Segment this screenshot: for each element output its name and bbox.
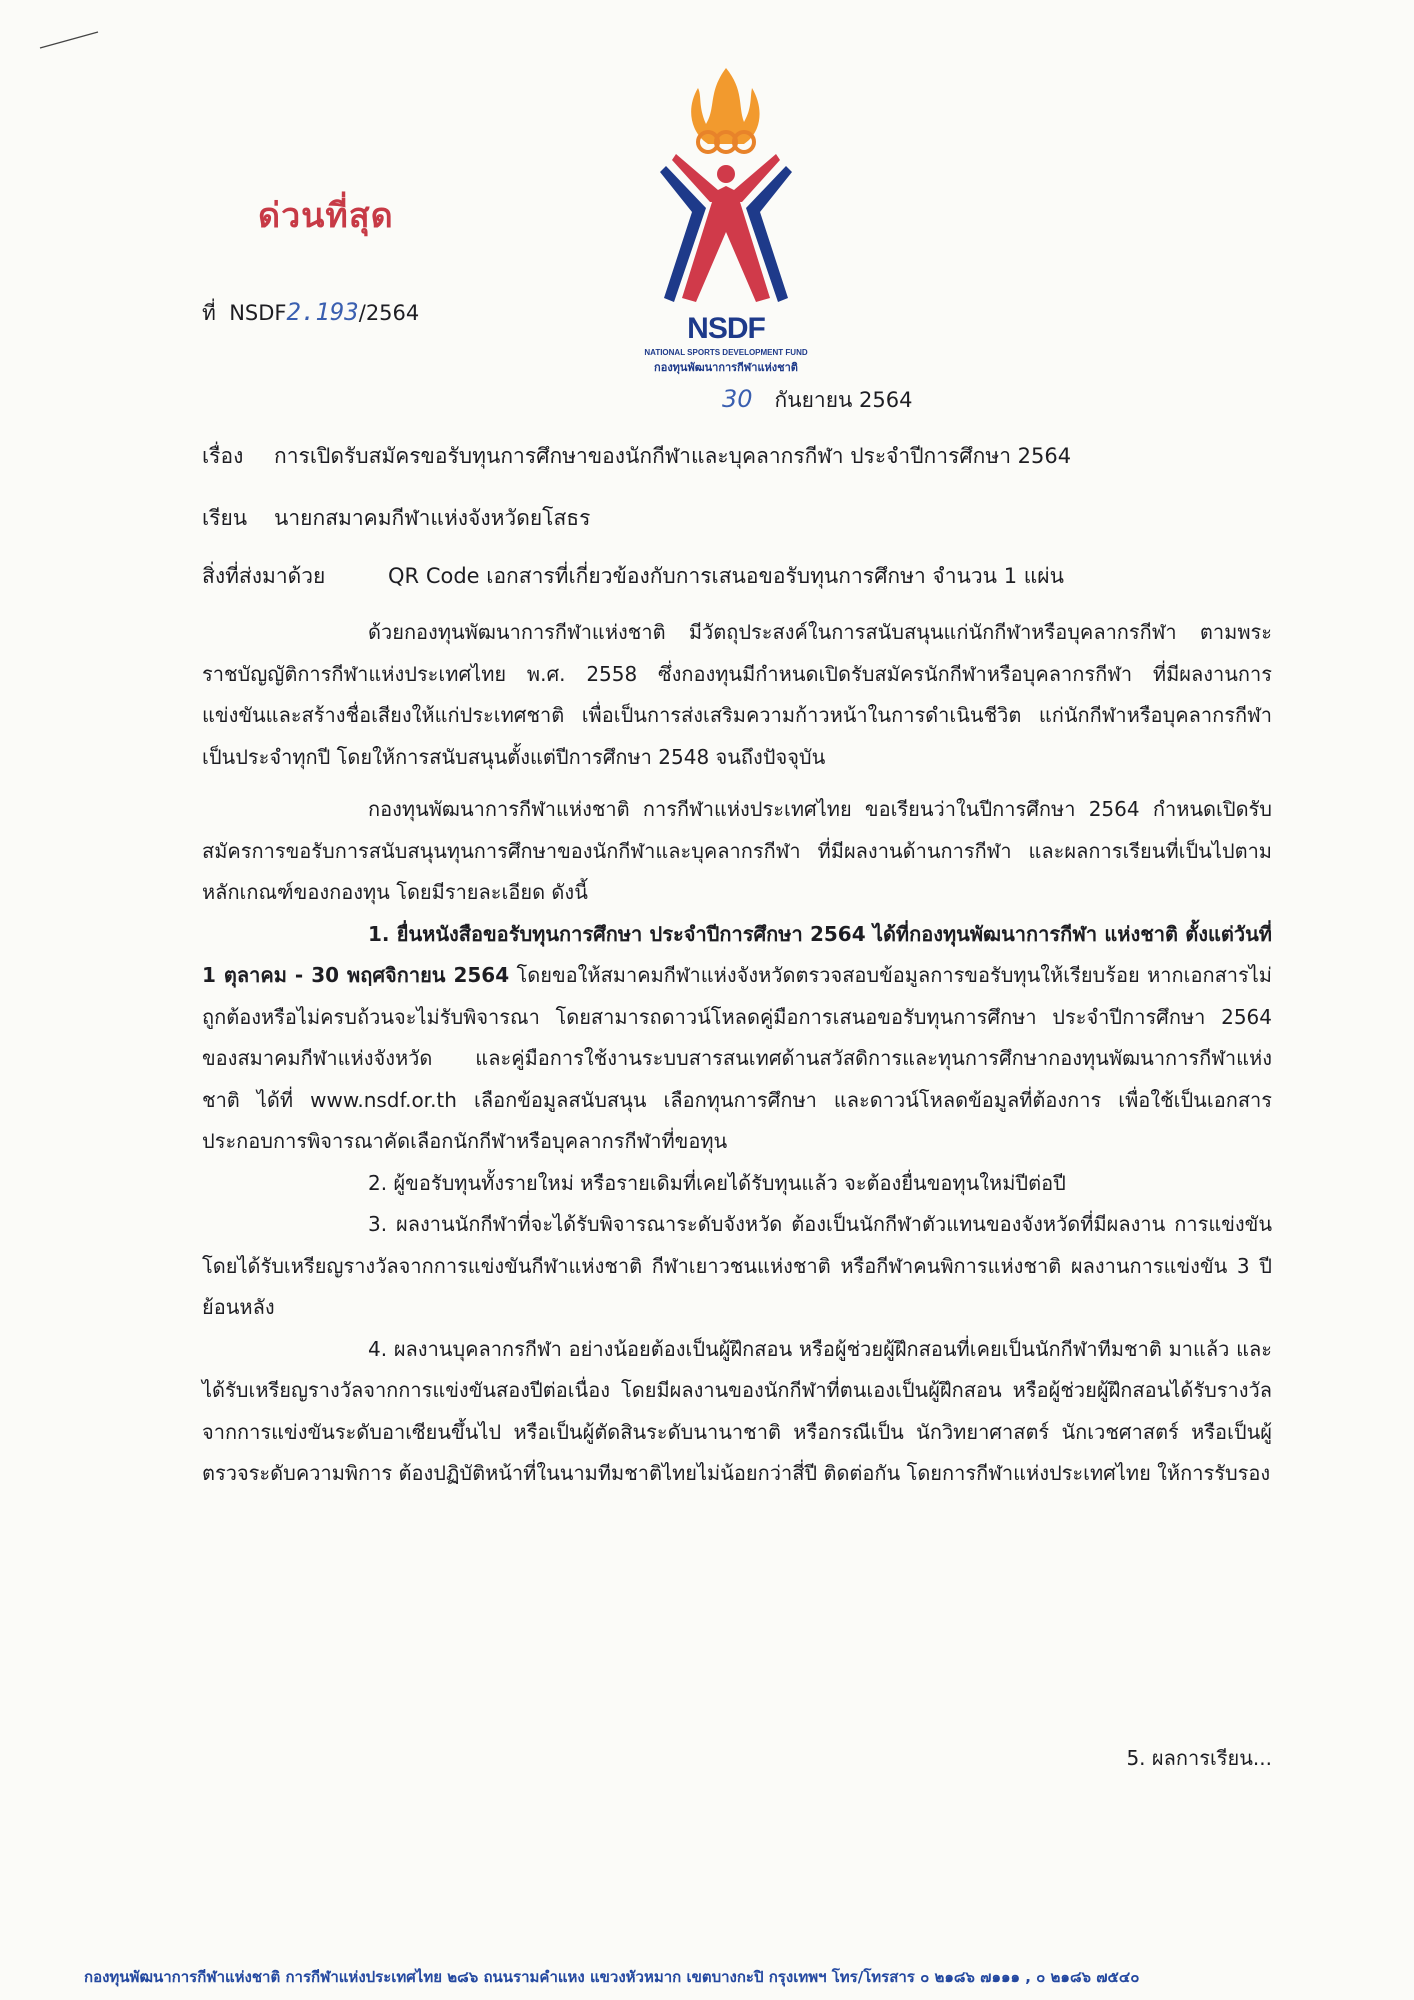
pen-stroke-mark: [38, 30, 100, 50]
letter-body: [202, 612, 1272, 1495]
urgent-stamp: ด่วนที่สุด: [258, 196, 394, 236]
date-day-handwritten: 30: [722, 385, 753, 413]
ref-label: ที่: [202, 301, 216, 325]
continuation-marker: 5. ผลการเรียน...: [1126, 1746, 1272, 1770]
recipient-line: [202, 502, 590, 535]
letter-date: [722, 384, 913, 417]
attachment-line: [202, 560, 1064, 593]
nsdf-logo: [644, 62, 808, 374]
body-item-4: 4. ผลงานบุคลากรกีฬา อย่างน้อยต้องเป็นผู้ฝึกสอน หรือผู้ช่วยผู้ฝึกสอนที่เคยเป็นนักกีฬาทีมชาติ มาแล้ว และได้รับเหรียญรางวัลจากการแข่งขันสองปีต่อเนื่อง โดยมีผลงานของนักกีฬาที่ตนเองเป็นผู้ฝึกสอน หรือผู้ช่วยผู้ฝึกสอนได้รับรางวัลจากการแข่งขันระดับอาเซียนขึ้นไป หรือเป็นผู้ตัดสินระดับนานาชาติ หรือกรณีเป็น นักวิทยาศาสตร์ นักเวชศาสตร์ หรือเป็นผู้ตรวจระดับความพิการ ต้องปฏิบัติหน้าที่ในนามทีมชาติไทยไม่น้อยกว่าสี่ปี ติดต่อกัน โดยการกีฬาแห่งประเทศไทย ให้การรับรอง: [202, 1336, 1272, 1485]
body-item-1-bold: 1. ยื่นหนังสือขอรับทุนการศึกษา ประจำปีการศึกษา 2564 ได้ที่กองทุนพัฒนาการกีฬา แห่งชาติ ตั้งแต่วันที่ 1 ตุลาคม - 30 พฤศจิกายน 2564: [202, 921, 1272, 987]
body-item-1: [202, 914, 1272, 1163]
ref-prefix: NSDF: [229, 301, 287, 325]
logo-abbreviation: NSDF: [687, 312, 765, 345]
ref-number-handwritten: 2.193: [286, 298, 359, 326]
ref-suffix: /2564: [358, 301, 420, 325]
recipient-label: เรียน: [202, 506, 248, 530]
attachment-text: QR Code เอกสารที่เกี่ยวข้องกับการเสนอขอรับทุนการศึกษา จำนวน 1 แผ่น: [388, 564, 1064, 588]
reference-number: [202, 297, 419, 330]
body-item-1-rest: โดยขอให้สมาคมกีฬาแห่งจังหวัดตรวจสอบข้อมูลการขอรับทุนให้เรียบร้อย หากเอกสารไม่ถูกต้องหรือไม่ครบถ้วนจะไม่รับพิจารณา โดยสามารถดาวน์โหลดคู่มือการเสนอขอรับทุนการศึกษา ประจำปีการศึกษา 2564 ของสมาคมกีฬาแห่งจังหวัด และคู่มือการใช้งานระบบสารสนเทศด้านสวัสดิการและทุนการศึกษากองทุนพัฒนาการกีฬาแห่งชาติ ได้ที่ www.nsdf.or.th เลือกข้อมูลสนับสนุน เลือกทุนการศึกษา และดาวน์โหลดข้อมูลที่ต้องการ เพื่อใช้เป็นเอกสารประกอบการพิจารณาคัดเลือกนักกีฬาหรือบุคลากรกีฬาที่ขอทุน: [202, 963, 1272, 1153]
recipient-text: นายกสมาคมกีฬาแห่งจังหวัดยโสธร: [274, 506, 591, 530]
body-item-2: 2. ผู้ขอรับทุนทั้งรายใหม่ หรือรายเดิมที่เคยได้รับทุนแล้ว จะต้องยื่นขอทุนใหม่ปีต่อปี: [368, 1170, 1066, 1195]
subject-label: เรื่อง: [202, 444, 244, 468]
body-paragraph-2: กองทุนพัฒนาการกีฬาแห่งชาติ การกีฬาแห่งประเทศไทย ขอเรียนว่าในปีการศึกษา 2564 กำหนดเปิดรับสมัครการขอรับการสนับสนุนทุนการศึกษาของนักกีฬาและบุคลากรกีฬา ที่มีผลงานด้านการกีฬา และผลการเรียนที่เป็นไปตามหลักเกณฑ์ของกองทุน โดยมีรายละเอียด ดังนี้: [202, 797, 1272, 904]
body-paragraph-1: ด้วยกองทุนพัฒนาการกีฬาแห่งชาติ มีวัตถุประสงค์ในการสนับสนุนแก่นักกีฬาหรือบุคลากรกีฬา ตามพระราชบัญญัติการกีฬาแห่งประเทศไทย พ.ศ. 2558 ซึ่งกองทุนมีกำหนดเปิดรับสมัครนักกีฬาหรือบุคลากรกีฬา ที่มีผลงานการแข่งขันและสร้างชื่อเสียงให้แก่ประเทศชาติ เพื่อเป็นการส่งเสริมความก้าวหน้าในการดำเนินชีวิต แก่นักกีฬาหรือบุคลากรกีฬา เป็นประจำทุกปี โดยให้การสนับสนุนตั้งแต่ปีการศึกษา 2548 จนถึงปัจจุบัน: [202, 620, 1272, 769]
subject-line: [202, 440, 1071, 473]
footer-address: กองทุนพัฒนาการกีฬาแห่งชาติ การกีฬาแห่งประเทศไทย ๒๘๖ ถนนรามคำแหง แขวงหัวหมาก เขตบางกะปิ กรุงเทพฯ โทร/โทรสาร ๐ ๒๑๘๖ ๗๑๑๑ , ๐ ๒๑๘๖ ๗๕๔๐: [84, 1968, 1140, 1986]
logo-name-english: NATIONAL SPORTS DEVELOPMENT FUND: [644, 348, 808, 357]
attachment-label: สิ่งที่ส่งมาด้วย: [202, 564, 326, 588]
subject-text: การเปิดรับสมัครขอรับทุนการศึกษาของนักกีฬาและบุคลากรกีฬา ประจำปีการศึกษา 2564: [274, 444, 1072, 468]
logo-name-thai: กองทุนพัฒนาการกีฬาแห่งชาติ: [654, 361, 798, 374]
nsdf-emblem-icon: [646, 62, 806, 312]
body-item-3: 3. ผลงานนักกีฬาที่จะได้รับพิจารณาระดับจังหวัด ต้องเป็นนักกีฬาตัวแทนของจังหวัดที่มีผลงาน การแข่งขัน โดยได้รับเหรียญรางวัลจากการแข่งขันกีฬาแห่งชาติ กีฬาเยาวชนแห่งชาติ หรือกีฬาคนพิการแห่งชาติ ผลงานการแข่งขัน 3 ปีย้อนหลัง: [202, 1212, 1272, 1319]
date-month-year: กันยายน 2564: [774, 388, 913, 412]
